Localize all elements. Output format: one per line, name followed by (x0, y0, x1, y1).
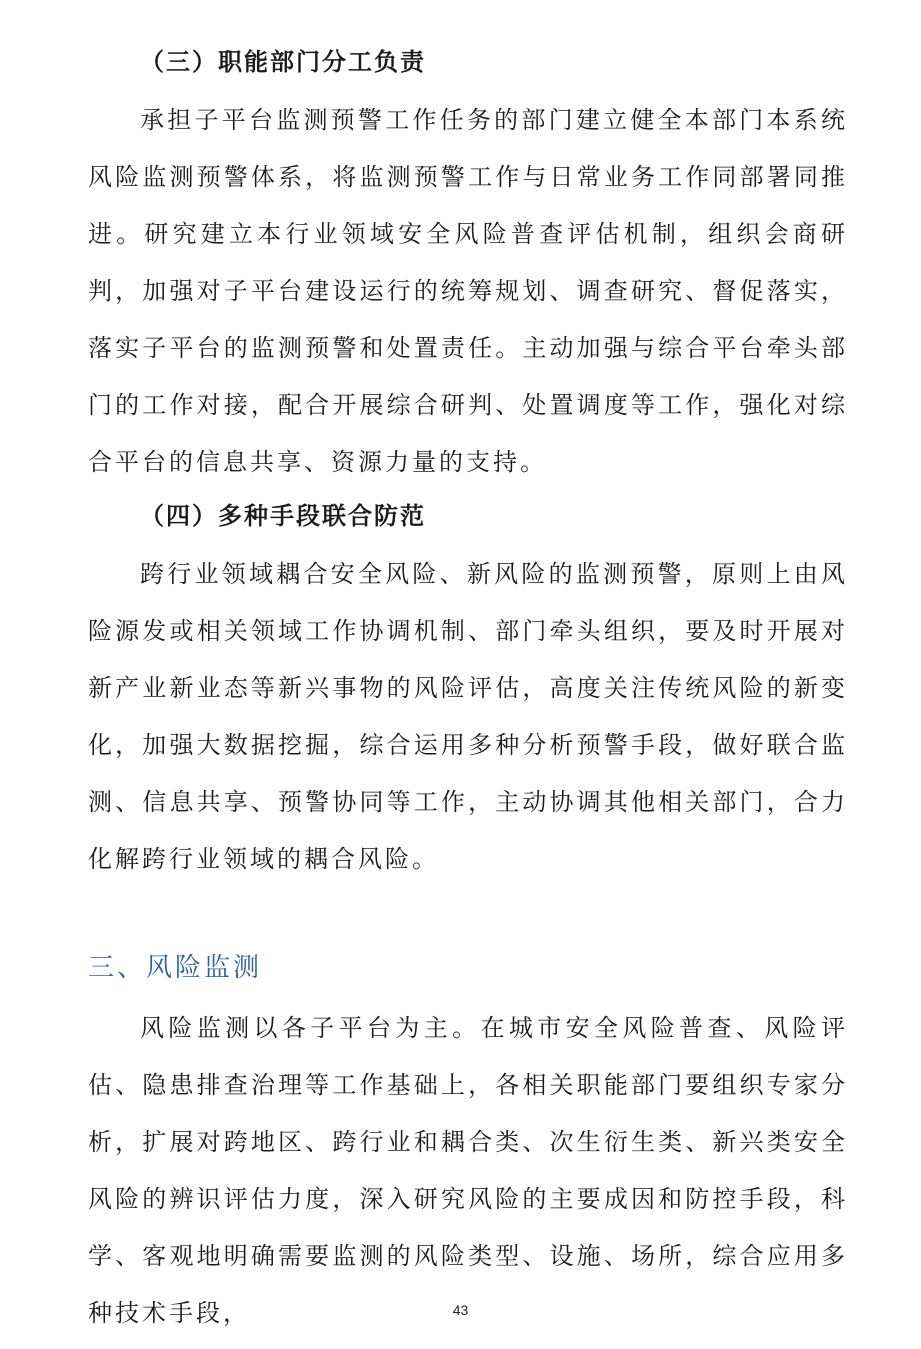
page-number: 43 (452, 1302, 469, 1318)
section-heading-risk-monitoring: 三、风险监测 (88, 953, 263, 983)
subsection-heading-4: （四）多种手段联合防范 (140, 501, 426, 530)
subsection-body-3 (88, 92, 848, 491)
paragraph-risk-monitoring: 风险监测以各子平台为主。在城市安全风险普查、风险评估、隐患排查治理等工作基础上，各相关职能部门要组织专家分析，扩展对跨地区、跨行业和耦合类、次生衍生类、新兴类安全风险的辨识评估力度，深入研究风险的主要成因和防控手段，科学、客观地明确需要监测的风险类型、设施、场所，综合应用多种技术手段， (88, 1014, 848, 1327)
paragraph-responsibilities: 承担子平台监测预警工作任务的部门建立健全本部门本系统风险监测预警体系，将监测预警工作与日常业务工作同部署同推进。研究建立本行业领域安全风险普查评估机制，组织会商研判，加强对子平台建设运行的统筹规划、调查研究、督促落实，落实子平台的监测预警和处置责任。主动加强与综合平台牵头部门的工作对接，配合开展综合研判、处置调度等工作，强化对综合平台的信息共享、资源力量的支持。 (88, 106, 848, 476)
subsection-heading-3: （三）职能部门分工负责 (140, 47, 426, 76)
subsection-body-4 (88, 546, 848, 888)
paragraph-joint-prevention: 跨行业领域耦合安全风险、新风险的监测预警，原则上由风险源发或相关领域工作协调机制、部门牵头组织，要及时开展对新产业新业态等新兴事物的风险评估，高度关注传统风险的新变化，加强大数据挖掘，综合运用多种分析预警手段，做好联合监测、信息共享、预警协同等工作，主动协调其他相关部门，合力化解跨行业领域的耦合风险。 (88, 560, 848, 873)
section-body-risk-monitoring (88, 1000, 848, 1342)
